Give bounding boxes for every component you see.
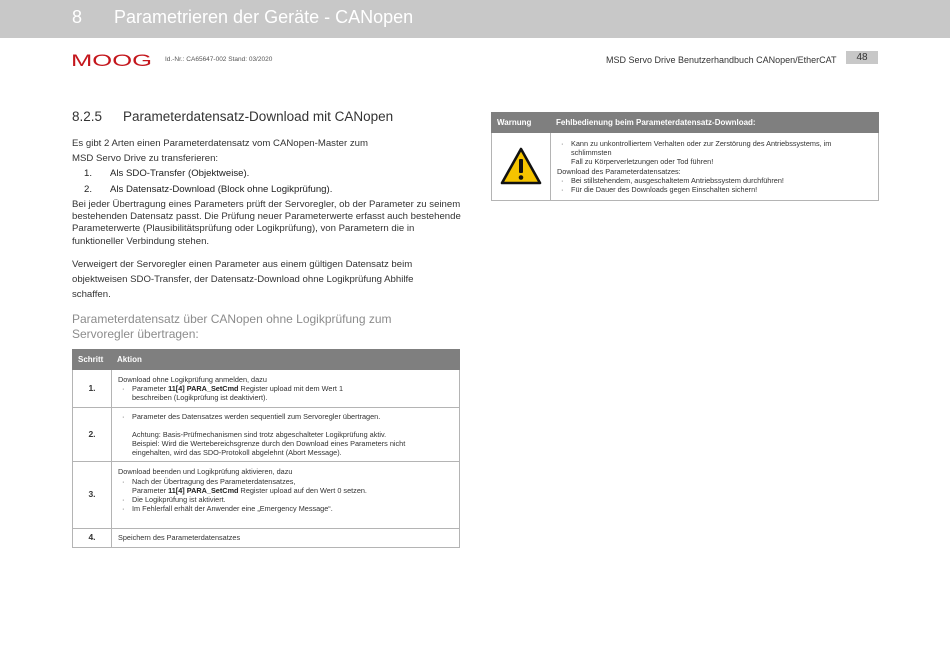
section-number: 8.2.5	[72, 109, 103, 124]
steps-table	[72, 349, 460, 548]
header-step: Schritt	[73, 350, 112, 370]
paragraph-sdo-transfer	[72, 257, 462, 302]
paragraph-line: Verweigert der Servoregler einen Parameter aus einem gültigen Datensatz beim	[72, 259, 413, 270]
list-number: 1.	[84, 168, 93, 179]
spacer	[118, 514, 453, 523]
text: Parameter	[132, 485, 169, 495]
step-number: 2.	[73, 408, 112, 462]
intro-line: Es gibt 2 Arten einen Parameterdatensatz vom CANopen-Master zum	[72, 138, 368, 149]
action-line: Download ohne Logikprüfung anmelden, dazu	[118, 374, 267, 384]
table-row	[73, 370, 460, 408]
table-row	[73, 529, 460, 548]
warning-bullet: · Kann zu unkontrolliertem Verhalten oder zur Zerstörung des Antriebssystems, im schlimmsten	[557, 139, 872, 157]
action-note: eingehalten, wird das SDO-Protokoll abgelehnt (Abort Message).	[132, 448, 342, 458]
action-bullet: · Die Logikprüfung ist aktiviert.	[118, 495, 453, 504]
step-action	[112, 408, 460, 462]
warning-row	[492, 133, 879, 201]
warning-continuation: Fall zu Körperverletzungen oder Tod führen!	[571, 157, 714, 167]
section-title: Parameterdatensatz-Download mit CANopen	[123, 109, 394, 124]
subheading-line: Parameterdatensatz über CANopen ohne Logikprüfung zum	[72, 312, 392, 326]
document-id: Id.-Nr.: CA65647-002 Stand: 03/2020	[165, 56, 273, 63]
moog-logo	[71, 51, 153, 69]
subheading-line: Servoregler übertragen:	[72, 327, 199, 341]
intro-text	[72, 136, 462, 166]
list-number: 2.	[84, 183, 93, 195]
step-action	[112, 370, 460, 408]
action-bullet: · Nach der Übertragung des Parameterdatensatzes,	[118, 477, 453, 486]
table-row	[73, 408, 460, 462]
action-note: Beispiel: Wird die Wertebereichsgrenze durch den Download eines Parameters nicht	[132, 439, 406, 448]
table-header-row	[73, 350, 460, 370]
text: Parameter	[132, 383, 169, 393]
step-action: Speichern des Parameterdatensatzes	[112, 529, 460, 548]
action-continuation: beschreiben (Logikprüfung ist deaktiviert).	[132, 393, 268, 403]
chapter-banner	[0, 0, 950, 38]
spacer	[118, 421, 453, 430]
warning-subhead: Download des Parameterdatensatzes:	[557, 166, 681, 176]
parameter-name: 11[4] PARA_SetCmd	[168, 383, 239, 393]
page-number: 48	[846, 51, 878, 64]
table-subheading	[72, 312, 452, 342]
action-continuation	[118, 486, 453, 495]
action-bullet	[118, 384, 453, 393]
logo-text: MOOG	[71, 51, 152, 69]
manual-title: MSD Servo Drive Benutzerhandbuch CANopen/EtherCAT	[606, 55, 837, 65]
warning-icon-cell	[492, 133, 551, 201]
warning-bullet: · Bei stillstehendem, ausgeschaltetem Antriebssystem durchführen!	[557, 176, 872, 185]
header-action: Aktion	[112, 350, 460, 370]
chapter-title: Parametrieren der Geräte - CANopen	[114, 7, 414, 27]
chapter-number: 8	[72, 7, 83, 27]
step-number: 3.	[73, 462, 112, 529]
warning-header-label: Warnung	[492, 113, 551, 133]
list-text: Als SDO-Transfer (Objektweise).	[110, 168, 250, 179]
warning-header-row	[492, 113, 879, 133]
list-item	[84, 166, 332, 182]
warning-table	[491, 112, 879, 201]
action-note: Achtung: Basis-Prüfmechanismen sind trotz abgeschalteter Logikprüfung aktiv.	[132, 429, 387, 439]
paragraph-parameter-check: Bei jeder Übertragung eines Parameters prüft der Servoregler, ob der Parameter zu seinem bestehenden Datensatz passt. Die Prüfung neuer Parameterwerte erfasst auch bestehende Parameterwerte (Plausibilitätsprüfung oder Logikprüfung), von Parametern die in funktioneller Verbindung stehen.	[72, 199, 461, 247]
paragraph-line: schaffen.	[72, 289, 111, 300]
list-text: Als Datensatz-Download (Block ohne Logikprüfung).	[110, 183, 333, 195]
paragraph-line: objektweisen SDO-Transfer, der Datensatz-Download ohne Logikprüfung Abhilfe	[72, 274, 414, 285]
table-row	[73, 462, 460, 529]
intro-line: MSD Servo Drive zu transferieren:	[72, 153, 219, 164]
warning-header-title: Fehlbedienung beim Parameterdatensatz-Download:	[551, 113, 879, 133]
action-bullet: · Parameter des Datensatzes werden sequentiell zum Servoregler übertragen.	[118, 412, 453, 421]
step-number: 1.	[73, 370, 112, 408]
transfer-type-list	[84, 166, 332, 197]
list-item	[84, 182, 332, 198]
action-bullet: · Im Fehlerfall erhält der Anwender eine „Emergency Message“.	[118, 504, 453, 513]
text: Register upload mit dem Wert 1	[238, 383, 344, 393]
warning-bullet: · Für die Dauer des Downloads gegen Einschalten sichern!	[557, 185, 872, 194]
step-action	[112, 462, 460, 529]
step-number: 4.	[73, 529, 112, 548]
warning-text	[551, 133, 879, 201]
warning-triangle-icon	[499, 146, 543, 186]
parameter-name: 11[4] PARA_SetCmd	[168, 485, 239, 495]
text: Register upload auf den Wert 0 setzen.	[238, 485, 367, 495]
action-line: Download beenden und Logikprüfung aktivieren, dazu	[118, 467, 293, 477]
